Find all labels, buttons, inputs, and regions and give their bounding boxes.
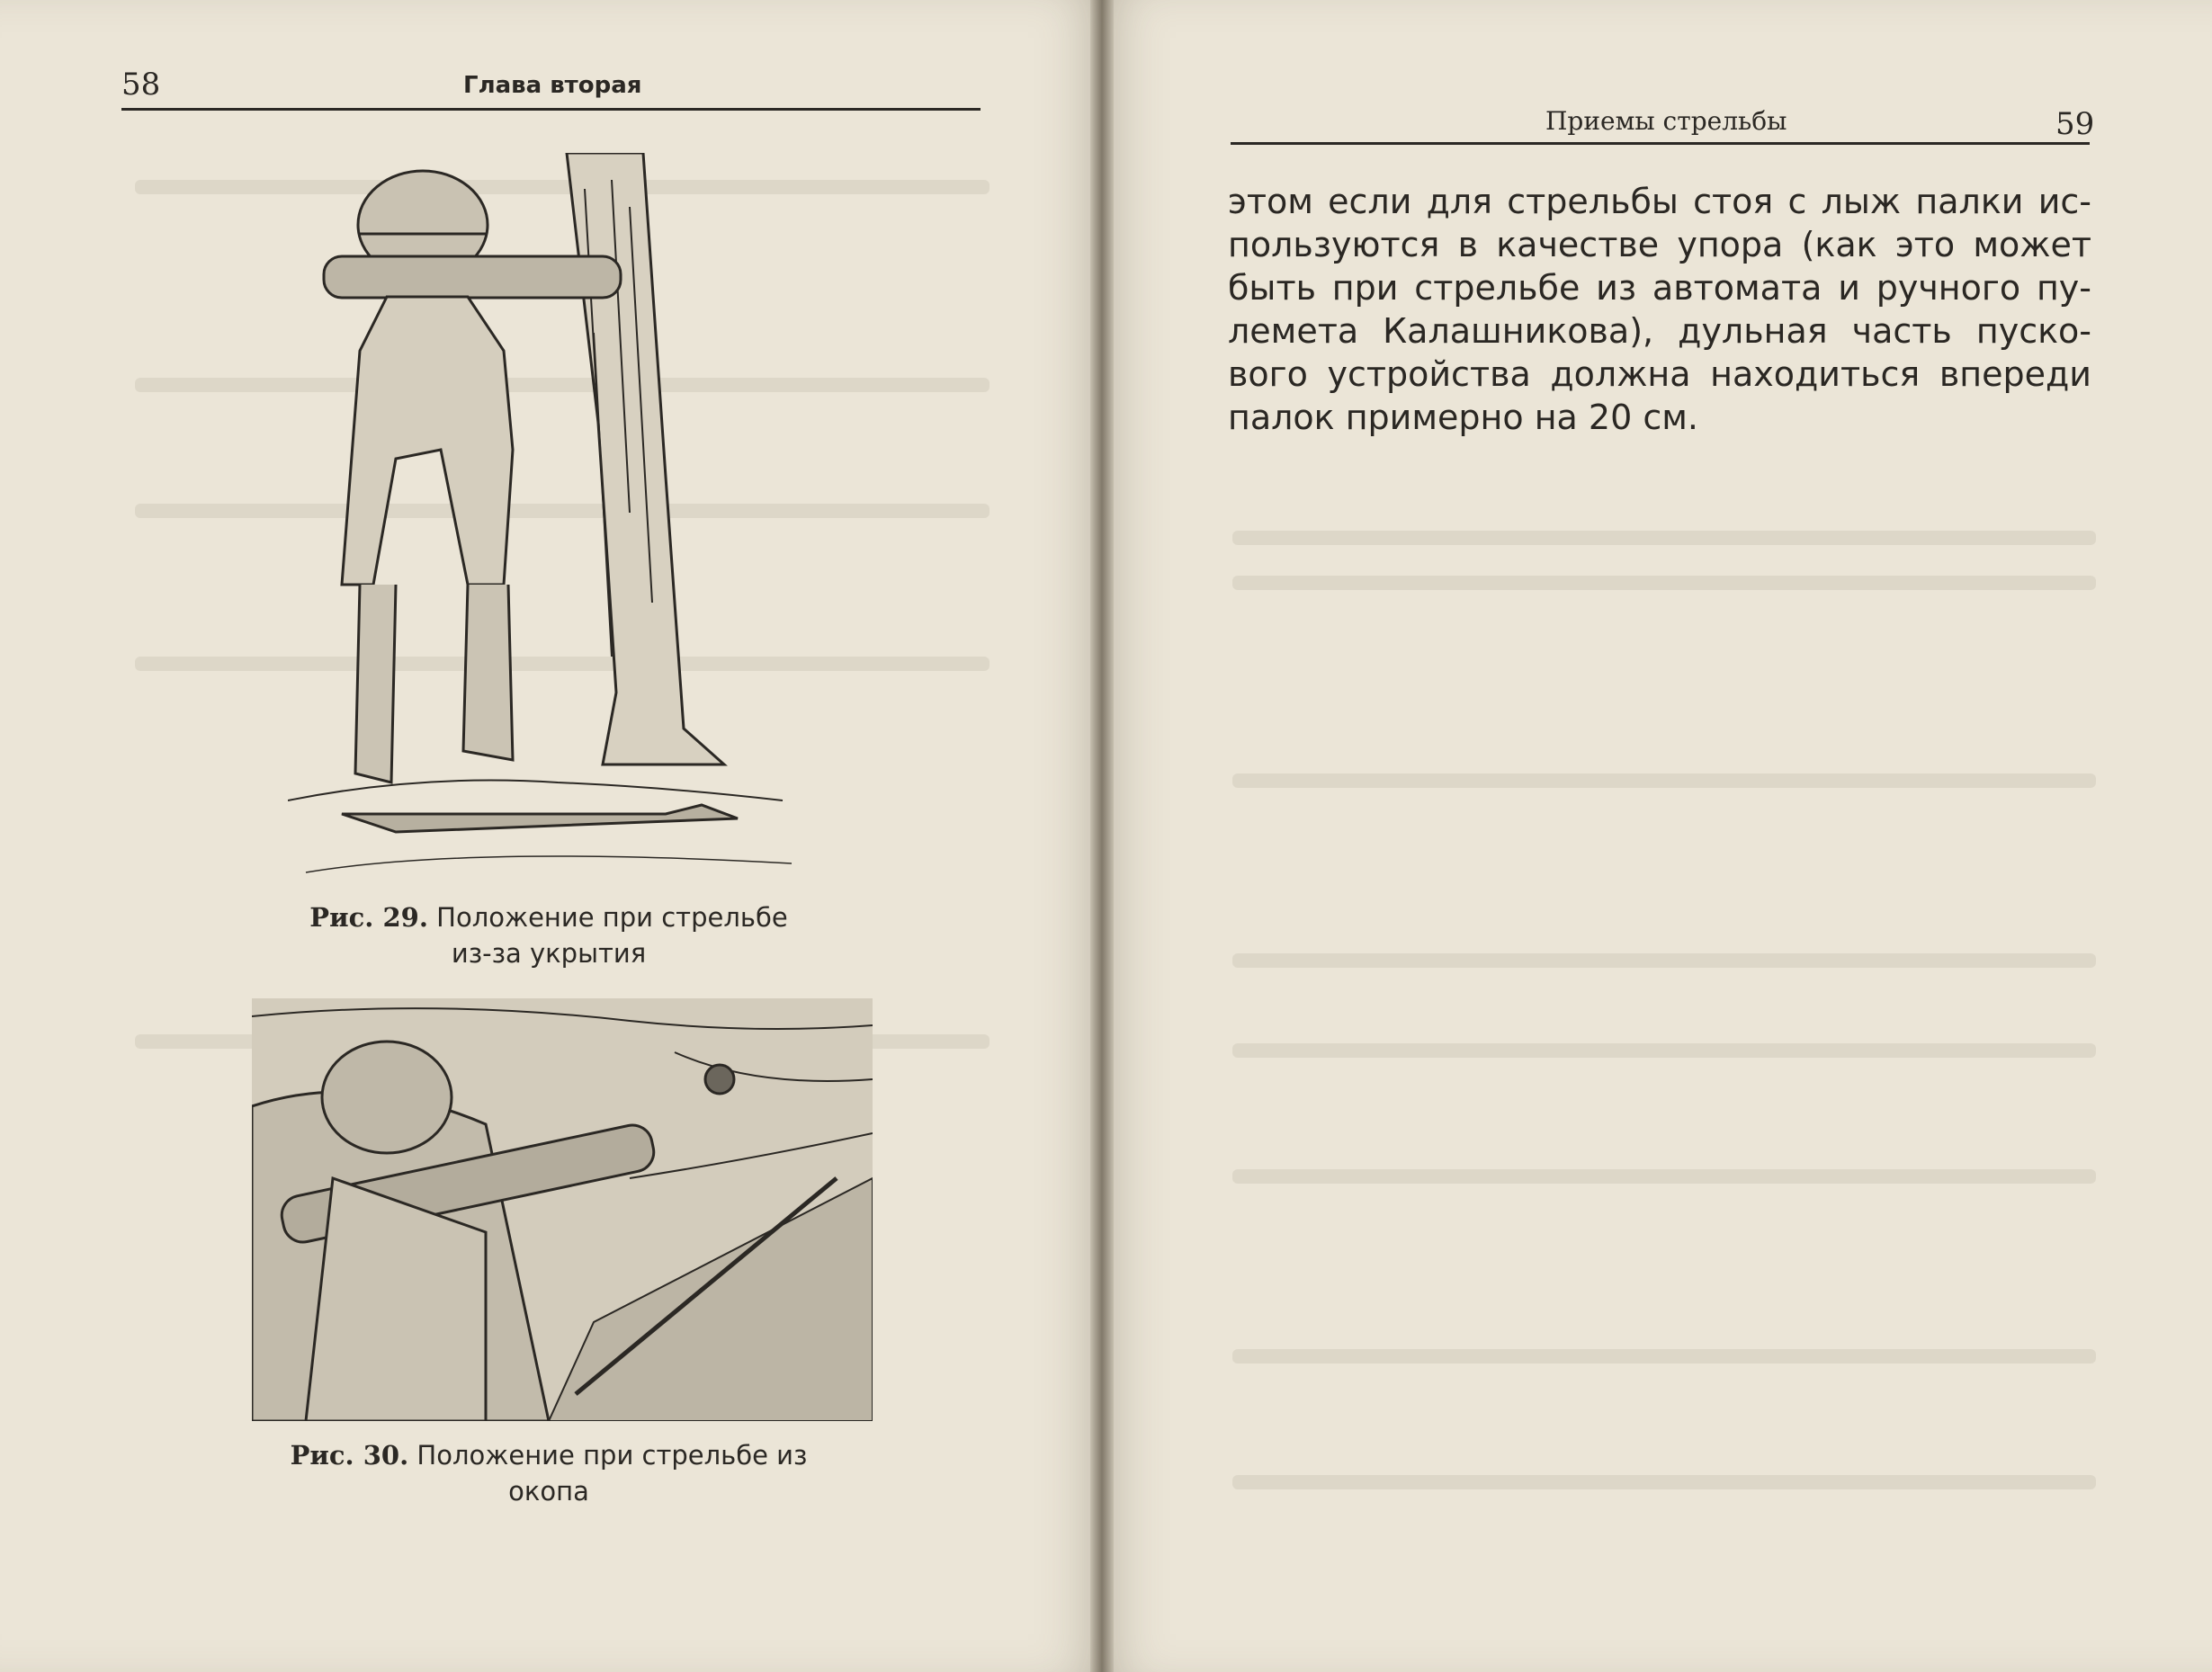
show-through-line xyxy=(1232,1475,2096,1489)
body-line: пользуются в качестве упора (как это может xyxy=(1228,225,2091,264)
page-number-left: 58 xyxy=(121,67,161,103)
figure-30-caption xyxy=(243,1437,855,1509)
figure-30-caption-line1: Положение при стрельбе из xyxy=(416,1440,808,1471)
show-through-line xyxy=(1232,773,2096,788)
figure-29-caption-line2: из-за укрытия xyxy=(451,938,647,969)
show-through-line xyxy=(1232,1169,2096,1184)
body-line: этом если для стрельбы стоя с лыж палки ис- xyxy=(1228,182,2091,221)
header-rule-left xyxy=(121,108,981,111)
figure-30-number: Рис. 30. xyxy=(290,1440,409,1471)
show-through-line xyxy=(1232,953,2096,968)
book-gutter xyxy=(1090,0,1114,1672)
running-head-left: Глава вторая xyxy=(463,72,642,99)
header-rule-right xyxy=(1231,142,2090,145)
body-paragraph xyxy=(1228,180,2091,439)
figure-30-illustration xyxy=(252,998,873,1421)
page-number-right: 59 xyxy=(2055,106,2095,142)
body-line: лемета Калашникова), дульная часть пуско- xyxy=(1228,311,2091,351)
running-head-right: Приемы стрельбы xyxy=(1545,106,1787,136)
body-line: вого устройства должна находиться впереди xyxy=(1228,354,2091,394)
figure-29-illustration xyxy=(288,153,810,890)
show-through-line xyxy=(1232,1349,2096,1364)
figure-29-caption xyxy=(243,899,855,971)
left-page xyxy=(0,0,1102,1672)
show-through-line xyxy=(1232,576,2096,590)
show-through-line xyxy=(1232,1043,2096,1058)
show-through-line xyxy=(1232,531,2096,545)
figure-29-caption-line1: Положение при стрельбе xyxy=(436,902,788,933)
figure-30-caption-line2: окопа xyxy=(508,1476,589,1507)
body-line: быть при стрельбе из автомата и ручного пу- xyxy=(1228,268,2091,308)
figure-29-number: Рис. 29. xyxy=(309,902,428,933)
body-line: палок примерно на 20 см. xyxy=(1228,398,1698,437)
